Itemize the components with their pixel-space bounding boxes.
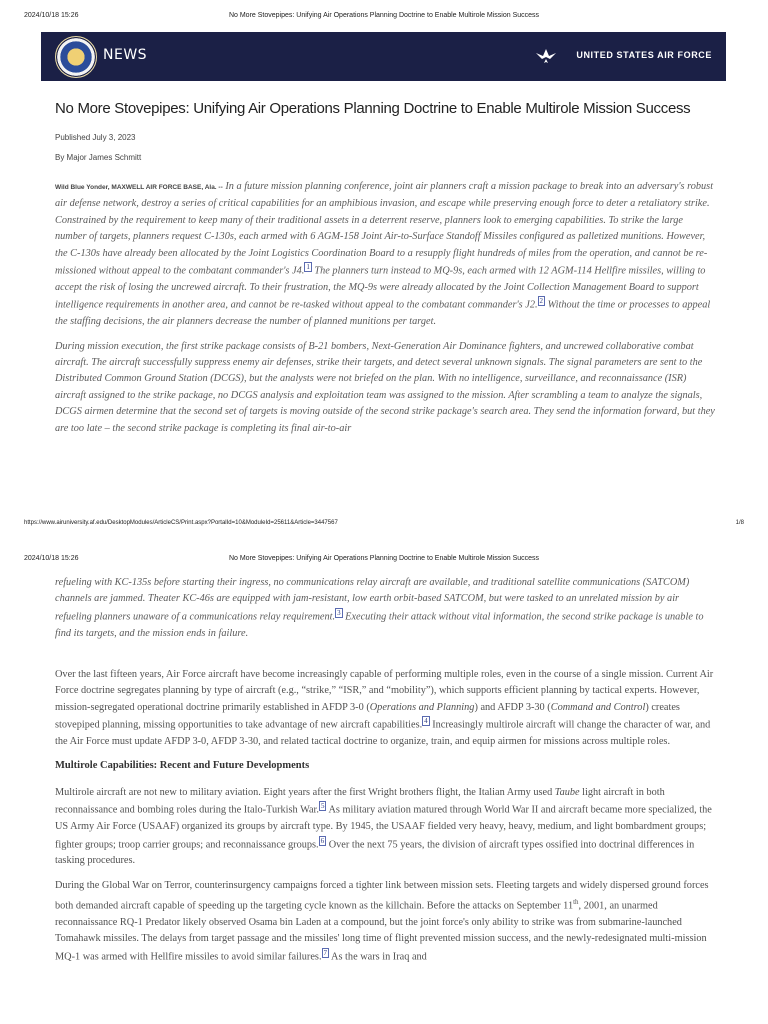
article-body-page2-italic (55, 575, 715, 650)
paragraph-3: Over the last fifteen years, Air Force aircraft have become increasingly capable of performing multiple roles, even in the course of a single mission. Current Air Force doctrine segregates planning by type of aircraft (e.g., “strike,” “ISR,” and “mobility”), which supports efficient planning by tactical experts. However, mission-segregated operational doctrine primarily established in AFDP 3-0 (Operations and Planning) and AFDP 3-30 (Command and Control) creates stovepiped planning, missing opportunities to take advantage of new aircraft capabilities. 4 Increasingly multirole aircraft will change the character of war, and the Air Force must update AFDP 3-0, AFDP 3-30, and related tactical doctrine to organize, train, and equip airmen for missions across multiple roles. (55, 669, 714, 748)
footnote-link[interactable]: 3 (337, 608, 341, 617)
article-headline: No More Stovepipes: Unifying Air Operations Planning Doctrine to Enable Multirole Mission Success (55, 100, 691, 117)
paragraph-2: During mission execution, the first strike package consists of B-21 bombers, Next-Generation Air Dominance fighters, and uncrewed collaborative combat aircraft. The aircraft successfully suppress enemy air defenses, strike their targets, and detect several unknown signals. The signal parameters are sent to the Distributed Common Ground Station (DCGS), but the analysts were not briefed on the plan. With no intelligence, surveillance, and reconnaissance (ISR) aircraft assigned to the strike package, no DCGS analysis and exploitation team was assigned to the mission. After scrambling a team to analyze the signals, DCGS airmen determine that the second set of targets is moving outside of the second strike package's search area. They send the information forward, but they are too late – the second strike package is completing its final air-to-air (55, 340, 715, 434)
dateline: Wild Blue Yonder, MAXWELL AIR FORCE BASE, Ala. -- (55, 184, 223, 191)
footnote-link[interactable]: 4 (424, 717, 428, 726)
paragraph-1: Wild Blue Yonder, MAXWELL AIR FORCE BASE, Ala. -- In a future mission planning conference, joint air planners craft a mission package to break into an adversary's robust air defense network, destroy a series of critical capabilities for an amphibious invasion, and escape while preserving enough force to deter a retaliatory strike. Constrained by the requirement to keep many of their traditional assets in a deterrent reserve, planners look to emerging capabilities. To strike the large number of targets, planners request C-130s, each armed with 6 AGM-158 Joint Air-to-Surface Standoff Missiles configured as palletized munitions. However, the C-130s have already been allocated by the Joint Logistics Coordination Board to a resupply flight hundreds of miles from the operation, and cannot be re-missioned without appeal to the combatant commander's J4. 1 The planners turn instead to MQ-9s, each armed with 12 AGM-114 Hellfire missiles, willing to accept the risk of losing the uncrewed aircraft. To their frustration, the MQ-9s were already allocated by the Joint Collection Management Board to support intelligence requirements in another area, and cannot be re-tasked without appeal to the combatant commander's J2. 2 Without the time or processes to appeal the staffing decisions, the air planners decrease the number of planned munitions per target. (55, 181, 714, 328)
print-date: 2024/10/18 15:26 (24, 12, 79, 19)
published-date: Published July 3, 2023 (55, 133, 136, 142)
banner-news-label[interactable]: NEWS (103, 47, 148, 63)
footnote-link[interactable]: 7 (323, 948, 328, 957)
air-force-seal-icon (55, 36, 97, 78)
footnote-link[interactable]: 2 (539, 297, 544, 306)
byline: By Major James Schmitt (55, 153, 142, 162)
footnote-link[interactable]: 1 (306, 263, 310, 272)
paragraph-4: Multirole aircraft are not new to military aviation. Eight years after the first Wright brothers flight, the Italian Army used Taube light aircraft in both reconnaissance and bombing roles during the Italo-Turkish War. 5 As military aviation matured through World War II and aircraft became more specialized, the US Army Air Force (USAAF) organized its groups by aircraft type. By 1945, the USAAF fielded very heavy, heavy, medium, and light bombardment groups; fighter groups; troop carrier groups; and reconnaissance groups. 6 Over the next 75 years, the division of aircraft types ossified into doctrinal differences in tasking procedures. (55, 786, 712, 867)
air-force-symbol-icon (536, 47, 556, 65)
section-heading: Multirole Capabilities: Recent and Future Developments (55, 760, 310, 772)
article-body-page1 (55, 179, 715, 445)
banner-org-label[interactable]: UNITED STATES AIR FORCE (576, 50, 712, 60)
footer-url: https://www.airuniversity.af.edu/DesktopModules/ArticleCS/Print.aspx?PortalId=10&ModuleId=25611&Article=3447567 (24, 520, 338, 526)
footer-page-number: 1/8 (735, 520, 744, 526)
article-body-page2 (55, 667, 715, 974)
footnote-link[interactable]: 6 (320, 836, 325, 845)
paragraph-2-continued: refueling with KC-135s before starting their ingress, no communications relay aircraft are available, and traditional satellite communications (SATCOM) channels are jammed. Theater KC-46s are equipped with jam-resistant, low earth orbit-based SATCOM, but were tasked to an unrelated mission by air refueling planners unaware of a communications relay requirement. 3 Executing their attack without vital information, the second strike package is unable to find its targets, and the mission ends in failure. (55, 577, 704, 639)
footnote-link[interactable]: 5 (320, 802, 325, 811)
paragraph-5: During the Global War on Terror, counterinsurgency campaigns forced a tighter link between mission sets. Fleeting targets and widely dispersed ground forces both demanded aircraft capable of speeding up the targeting cycle known as the killchain. Before the attacks on September 11th, 2001, an unarmed reconnaissance RQ-1 Predator likely observed Osama bin Laden at a compound, but the joint force's only ability to strike was from submarine-launched Tomahawk missiles. The delays from target passage and the missiles' long time of flight prevented mission success, and the newly-redesignated multi-mission MQ-1 was armed with Hellfire missiles to avoid similar failures. 7 As the wars in Iraq and (55, 879, 709, 963)
news-banner (41, 32, 726, 81)
print-date: 2024/10/18 15:26 (24, 555, 79, 562)
print-title: No More Stovepipes: Unifying Air Operations Planning Doctrine to Enable Multirole Mission Success (228, 555, 540, 562)
print-title: No More Stovepipes: Unifying Air Operations Planning Doctrine to Enable Multirole Mission Success (228, 12, 540, 19)
print-page-2 (0, 545, 768, 1024)
print-footer (24, 520, 744, 526)
